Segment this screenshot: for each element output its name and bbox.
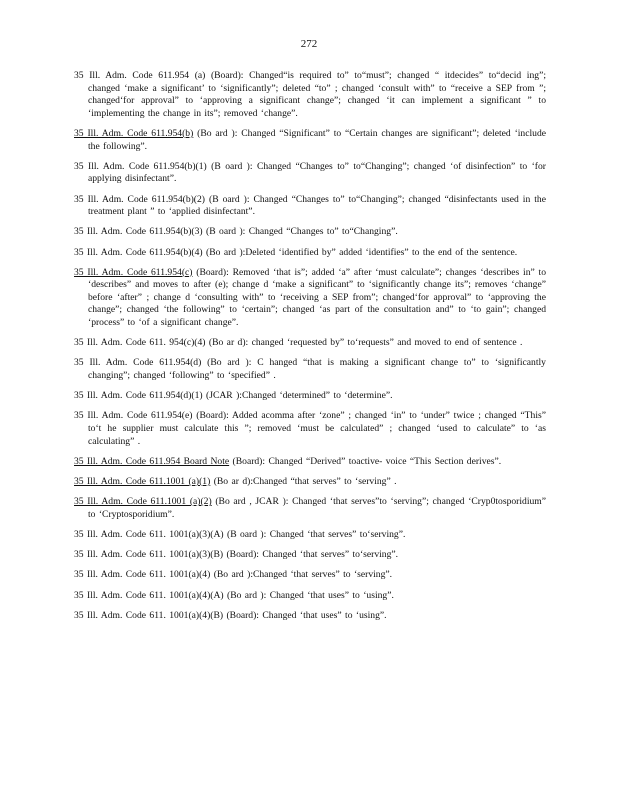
amendment-entry bbox=[74, 337, 546, 350]
amendment-text: (Board): Changed ‘that uses” to ‘using”. bbox=[226, 609, 387, 621]
amendment-text: (Bo ard ): C hanged “that is making a significant change to” to ‘significantly changing”; changed ‘following” to ‘specified” . bbox=[88, 357, 546, 382]
code-citation: 35 Ill. Adm. Code 611.1001 (a)(2) bbox=[74, 496, 212, 508]
amendment-entry bbox=[74, 496, 546, 521]
amendment-entry bbox=[74, 226, 546, 239]
amendment-text: (Bo ar d): changed ‘requested by” to‘requests” and moved to end of sentence . bbox=[208, 337, 523, 349]
code-citation: 35 Ill. Adm. Code 611.954 Board Note bbox=[74, 455, 230, 467]
amendment-entry bbox=[74, 70, 546, 120]
code-citation: 35 Ill. Adm. Code 611.954(b)(4) bbox=[74, 246, 203, 258]
code-citation: 35 Ill. Adm. Code 611.954(b)(2) bbox=[74, 193, 205, 205]
amendment-text: (B oard ): Changed “Changes to” to“Changing”. bbox=[206, 226, 398, 238]
code-citation: 35 Ill. Adm. Code 611.954(c) bbox=[74, 266, 193, 278]
code-citation: 35 Ill. Adm. Code 611.954(b) bbox=[74, 127, 194, 139]
amendment-text: (Board): Changed ‘that serves” to‘serving”. bbox=[226, 549, 399, 561]
amendment-entry bbox=[74, 390, 546, 403]
amendment-list bbox=[74, 70, 546, 630]
code-citation: 35 Ill. Adm. Code 611. 1001(a)(4) bbox=[74, 569, 211, 581]
code-citation: 35 Ill. Adm. Code 611.954 (a) (Board): bbox=[74, 70, 244, 81]
code-citation: 35 Ill. Adm. Code 611. 1001(a)(3)(A) bbox=[74, 528, 224, 540]
amendment-text: (B oard ): Changed ‘that serves” to‘serving”. bbox=[227, 528, 406, 540]
amendment-entry bbox=[74, 194, 546, 219]
amendment-text: (B oard ): Changed “Changes to” to“Changing”; changed “disinfectants used in the treatment plant ” to ‘applied disinfectant”. bbox=[88, 193, 546, 218]
code-citation: 35 Ill. Adm. Code 611.954(b)(3) bbox=[74, 226, 203, 238]
amendment-entry bbox=[74, 610, 546, 623]
amendment-text: (Bo ard ): Changed ‘that uses” to ‘using”. bbox=[227, 589, 394, 601]
code-citation: 35 Ill. Adm. Code 611.954(d)(1) bbox=[74, 390, 203, 402]
code-citation: 35 Ill. Adm. Code 611. 954(c)(4) bbox=[74, 337, 206, 349]
code-citation: 35 Ill. Adm. Code 611. 1001(a)(3)(B) bbox=[74, 549, 224, 561]
amendment-text: (Board): Changed “Derived” toactive- voice “This Section derives”. bbox=[232, 455, 502, 467]
code-citation: 35 Ill. Adm. Code 611.954(d) bbox=[74, 357, 202, 369]
amendment-entry bbox=[74, 476, 546, 489]
amendment-text: (Bo ard , JCAR ): Changed ‘that serves”to ‘serving”; changed ‘Cryp0tosporidium” to ‘Cryptosporidium”. bbox=[88, 496, 546, 520]
amendment-entry bbox=[74, 590, 546, 603]
amendment-entry bbox=[74, 456, 546, 469]
code-citation: 35 Ill. Adm. Code 611. 1001(a)(4)(A) bbox=[74, 589, 224, 601]
amendment-entry bbox=[74, 410, 546, 448]
amendment-text: (B oard ): Changed “Changes to” to“Changing”; changed ‘of disinfection” to ‘for applying disinfectant”. bbox=[88, 160, 546, 185]
amendment-entry bbox=[74, 549, 546, 562]
amendment-entry bbox=[74, 569, 546, 582]
amendment-entry bbox=[74, 357, 546, 382]
amendment-text: (Bo ard ):Changed ‘that serves” to ‘serving”. bbox=[213, 569, 393, 581]
amendment-text: (Bo ard ):Deleted ‘identified by” added ‘identifies” to the end of the sentence. bbox=[206, 246, 518, 258]
amendment-text: Changed“is required to” to“must”; changed “ itdecides” to“decid ing”; changed ‘make a significant’ to ‘significantly”; deleted “to” ; changed ‘consult with” to “receive a SEP from ”; changed‘for approval” to ‘approving a significant change”; changed ‘it can implement a significant ” to ‘implementing the change in its”; removed ‘change”. bbox=[88, 70, 546, 119]
amendment-text: (Board): Removed ‘that is”; added ‘a” after ‘must calculate”; changes ‘describes in” to ‘describes” and moves to after (e); change d ‘make a significant” to ‘significantly change its”; removes ‘change” before ‘after” ; change d ‘consulting with” to ‘receiving a SEP from”; changed‘for approval” to ‘approving the change”; changed ‘the following” to ‘certain”; changed ‘as part of the consultation and” to ‘to gain”; changed ‘process” to ‘of a significant change”. bbox=[88, 266, 546, 329]
amendment-text: (Board): Added acomma after ‘zone” ; changed ‘in” to ‘under” twice ; changed “This” to‘t he supplier must calculate this ”; removed ‘must be calculated” ; changed ‘used to calculate” to ‘as calculating” . bbox=[88, 410, 547, 447]
amendment-entry bbox=[74, 128, 546, 153]
code-citation: 35 Ill. Adm. Code 611.954(e) bbox=[74, 410, 193, 422]
amendment-text: (JCAR ):Changed ‘determined” to ‘determine”. bbox=[206, 390, 393, 402]
amendment-text: (Bo ar d):Changed “that serves” to ‘serving” . bbox=[213, 475, 397, 487]
code-citation: 35 Ill. Adm. Code 611.954(b)(1) bbox=[74, 160, 207, 172]
amendment-entry bbox=[74, 267, 546, 330]
page-number: 272 bbox=[300, 38, 318, 50]
code-citation: 35 Ill. Adm. Code 611.1001 (a)(1) bbox=[74, 475, 211, 487]
code-citation: 35 Ill. Adm. Code 611. 1001(a)(4)(B) bbox=[74, 609, 224, 621]
amendment-text: (Bo ard ): Changed “Significant” to “Certain changes are significant”; deleted ‘include the following”. bbox=[88, 127, 546, 152]
amendment-entry bbox=[74, 161, 546, 186]
amendment-entry bbox=[74, 529, 546, 542]
amendment-entry bbox=[74, 247, 546, 260]
